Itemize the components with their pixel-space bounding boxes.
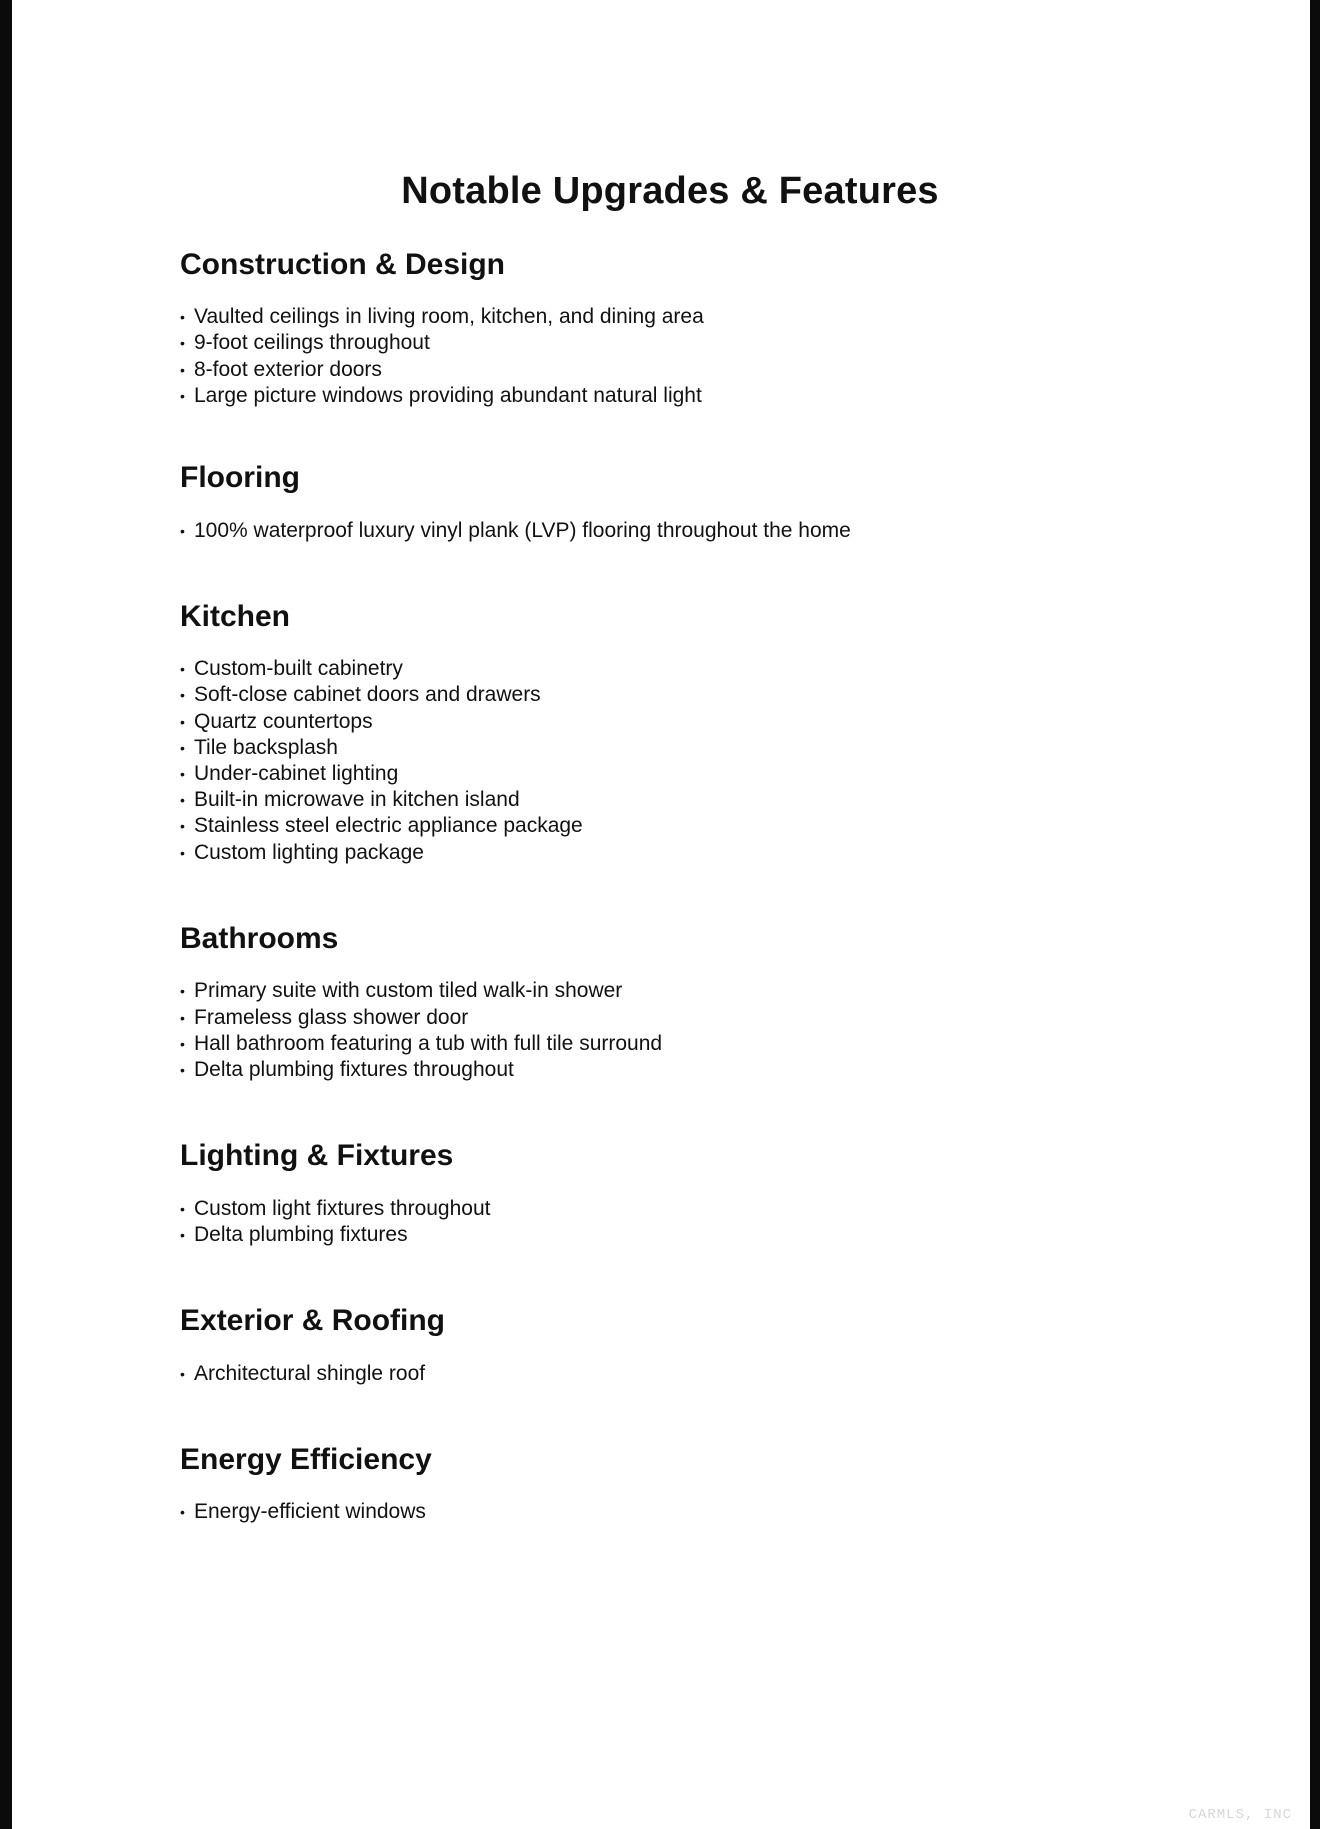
feature-list	[180, 978, 1160, 1083]
section-title: Lighting & Fixtures	[180, 1139, 454, 1173]
section-title: Exterior & Roofing	[180, 1304, 446, 1338]
section-title: Flooring	[180, 461, 300, 494]
section-lighting-fixtures	[180, 1139, 1160, 1248]
list-item: • Custom light fixtures throughout	[180, 1196, 1160, 1222]
watermark: CARMLS, INC	[1188, 1807, 1292, 1823]
list-item: • Delta plumbing fixtures	[180, 1222, 1160, 1248]
list-item: • 8-foot exterior doors	[180, 357, 1160, 383]
document-page	[12, 0, 1310, 1829]
feature-list	[180, 1361, 1160, 1387]
list-item: • Large picture windows providing abundant natural light	[180, 383, 1160, 409]
section-title: Bathrooms	[180, 921, 339, 955]
feature-list	[180, 518, 1160, 544]
feature-list	[180, 656, 1160, 866]
list-item: • Frameless glass shower door	[180, 1005, 1160, 1031]
list-item: • Custom lighting package	[180, 840, 1160, 866]
document-content	[180, 170, 1160, 1525]
section-title: Kitchen	[180, 599, 291, 633]
section-kitchen	[180, 600, 1160, 866]
feature-list	[180, 1196, 1160, 1248]
list-item: • Tile backsplash	[180, 735, 1160, 761]
list-item: • Stainless steel electric appliance package	[180, 813, 1160, 839]
list-item: • Energy-efficient windows	[180, 1499, 1160, 1525]
list-item: • Delta plumbing fixtures throughout	[180, 1057, 1160, 1083]
list-item: • Hall bathroom featuring a tub with full tile surround	[180, 1031, 1160, 1057]
list-item: • Primary suite with custom tiled walk-in shower	[180, 978, 1160, 1004]
section-title: Construction & Design	[180, 247, 506, 281]
feature-list	[180, 304, 1160, 409]
document-title: Notable Upgrades & Features	[401, 170, 939, 212]
section-exterior-roofing	[180, 1304, 1160, 1387]
list-item: • Vaulted ceilings in living room, kitchen, and dining area	[180, 304, 1160, 330]
section-bathrooms	[180, 922, 1160, 1083]
list-item: • Soft-close cabinet doors and drawers	[180, 682, 1160, 708]
feature-list	[180, 1499, 1160, 1525]
list-item: • 9-foot ceilings throughout	[180, 330, 1160, 356]
list-item: • Custom-built cabinetry	[180, 656, 1160, 682]
list-item: • Under-cabinet lighting	[180, 761, 1160, 787]
list-item: • Architectural shingle roof	[180, 1361, 1160, 1387]
section-energy-efficiency	[180, 1443, 1160, 1526]
section-title: Energy Efficiency	[180, 1442, 432, 1476]
list-item: • Quartz countertops	[180, 709, 1160, 735]
list-item: • 100% waterproof luxury vinyl plank (LVP) flooring throughout the home	[180, 518, 1160, 544]
list-item: • Built-in microwave in kitchen island	[180, 787, 1160, 813]
section-flooring	[180, 461, 1160, 544]
section-construction-design	[180, 248, 1160, 409]
